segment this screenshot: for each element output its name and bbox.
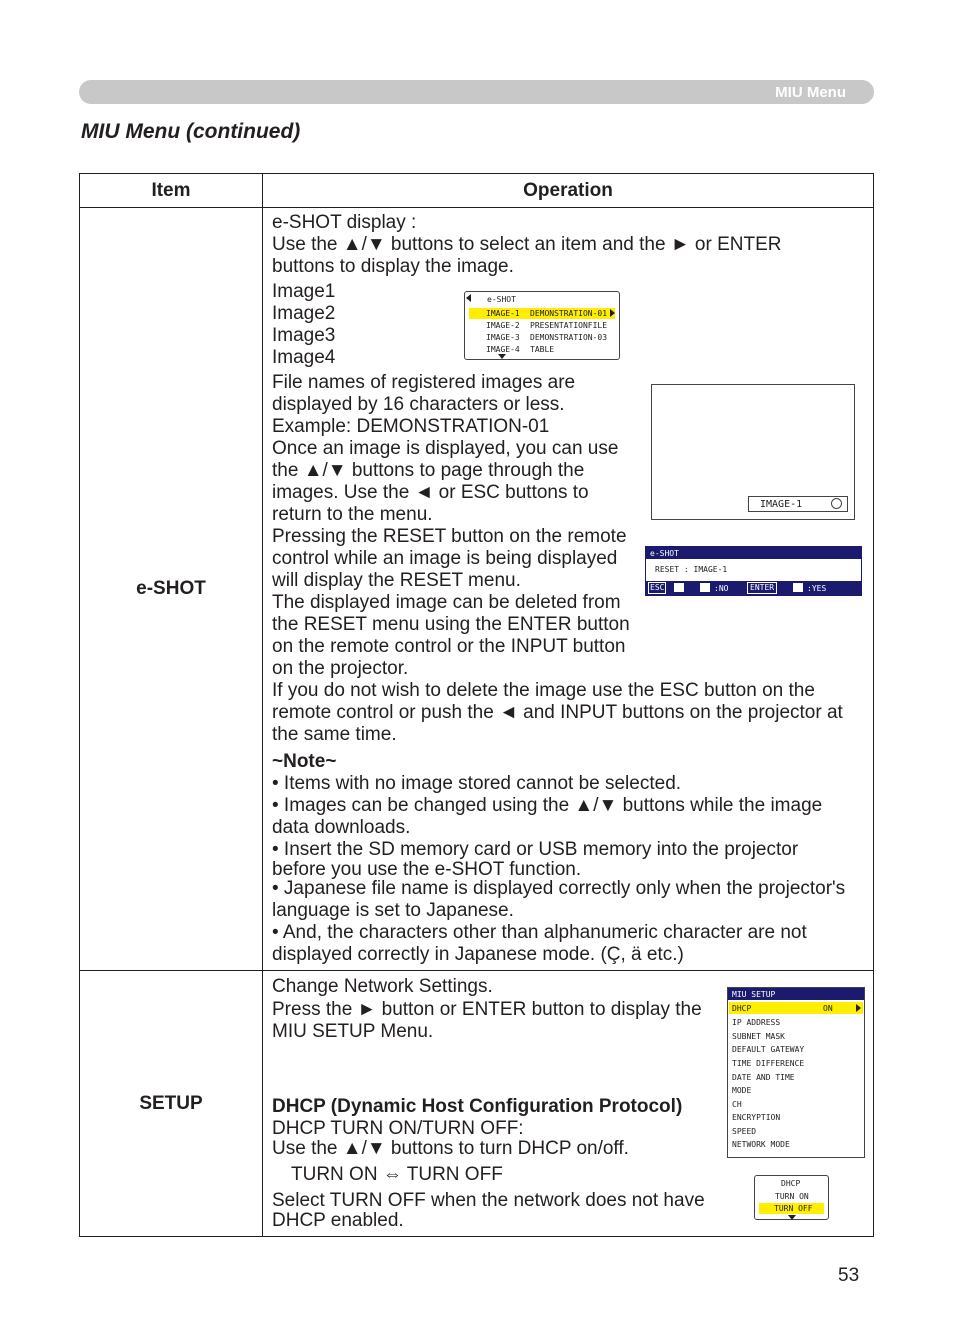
- note-text: data downloads.: [272, 817, 411, 838]
- operation-text: Select TURN OFF when the network does not have: [272, 1190, 705, 1211]
- operation-text: the ▲/▼ buttons to page through the: [272, 460, 585, 481]
- note-text: before you use the e-SHOT function.: [272, 859, 582, 880]
- operation-text: the same time.: [272, 724, 397, 745]
- note-text: displayed correctly in Japanese mode. (Ç, ä etc.): [272, 944, 684, 965]
- row-divider: [80, 970, 873, 971]
- operation-text: images. Use the ◄ or ESC buttons to: [272, 482, 589, 503]
- operation-text: control while an image is being displayed: [272, 548, 618, 569]
- operation-text: Image3: [272, 325, 336, 346]
- osd-setup-item: IP ADDRESS: [732, 1018, 781, 1027]
- osd-eshot-list: [464, 291, 620, 360]
- osd-reset-footer: [646, 581, 861, 595]
- osd-title: e-SHOT: [487, 295, 516, 304]
- operation-text: DHCP TURN ON/TURN OFF:: [272, 1118, 524, 1139]
- osd-title: MIU SETUP: [732, 990, 776, 999]
- osd-option: TURN ON: [775, 1192, 809, 1201]
- osd-miu-setup: [727, 987, 865, 1158]
- column-header-item: Item: [151, 180, 191, 201]
- header-section-label: MIU Menu: [775, 84, 846, 101]
- right-arrow-icon: [856, 1004, 861, 1012]
- operation-text: will display the RESET menu.: [272, 570, 521, 591]
- note-text: • And, the characters other than alphanumeric character are not: [272, 922, 807, 943]
- header-bar: [79, 80, 874, 104]
- item-label-setup: SETUP: [139, 1093, 203, 1114]
- osd-setup-titlebar: [728, 988, 864, 1000]
- operation-text: e-SHOT display :: [272, 212, 417, 233]
- page-number: 53: [838, 1265, 860, 1286]
- osd-key: IMAGE-4: [486, 345, 520, 354]
- operation-text: Image1: [272, 281, 336, 302]
- up-down-icon: [831, 498, 842, 509]
- operation-text: the RESET menu using the ENTER button: [272, 614, 630, 635]
- note-text: • Images can be changed using the ▲/▼ buttons while the image: [272, 795, 823, 816]
- osd-val: TABLE: [530, 345, 555, 354]
- note-text: • Insert the SD memory card or USB memory into the projector: [272, 839, 799, 860]
- osd-selected-row: [759, 1203, 824, 1214]
- operation-text: buttons to display the image.: [272, 256, 514, 277]
- right-key-icon: [793, 583, 803, 592]
- osd-reset-line: RESET : IMAGE-1: [655, 565, 728, 574]
- osd-reset-menu: [645, 546, 862, 596]
- right-key-icon: [700, 583, 710, 592]
- note-title: ~Note~: [272, 751, 337, 772]
- osd-val: DEMONSTRATION-03: [530, 333, 608, 342]
- osd-setup-item: DATE AND TIME: [732, 1073, 795, 1082]
- operation-text: Change Network Settings.: [272, 976, 493, 997]
- down-arrow-icon: [498, 354, 506, 359]
- osd-key: IMAGE-2: [486, 321, 520, 330]
- osd-setup-item: NETWORK MODE: [732, 1140, 790, 1149]
- osd-setup-item: SUBNET MASK: [732, 1032, 785, 1041]
- osd-key: IMAGE-1: [486, 309, 520, 318]
- operation-text: Image4: [272, 347, 336, 368]
- left-key-icon: [674, 583, 684, 592]
- operation-text: Image2: [272, 303, 336, 324]
- osd-image-label: IMAGE-1: [760, 499, 803, 510]
- no-label: :NO: [714, 584, 729, 593]
- operation-text: Pressing the RESET button on the remote: [272, 526, 627, 547]
- osd-setup-item: TIME DIFFERENCE: [732, 1059, 805, 1068]
- osd-key: DHCP: [732, 1004, 752, 1013]
- osd-setup-item: DEFAULT GATEWAY: [732, 1045, 805, 1054]
- enter-key: ENTER: [747, 582, 777, 594]
- esc-key: ESC: [650, 583, 665, 592]
- osd-val: DEMONSTRATION-01: [530, 309, 608, 318]
- header-row-divider: [80, 207, 873, 208]
- operation-text: displayed by 16 characters or less.: [272, 394, 565, 415]
- osd-val: PRESENTATIONFILE: [530, 321, 608, 330]
- operation-text: File names of registered images are: [272, 372, 576, 393]
- yes-label: :YES: [807, 584, 827, 593]
- note-text: language is set to Japanese.: [272, 900, 514, 921]
- osd-image-label-box: [748, 496, 848, 512]
- osd-setup-item: CH: [732, 1100, 742, 1109]
- left-arrow-icon: [466, 294, 471, 302]
- operation-text: TURN ON ⇔ TURN OFF: [291, 1164, 503, 1185]
- right-arrow-icon: [610, 309, 615, 317]
- osd-option: TURN OFF: [774, 1204, 813, 1213]
- operation-text: Once an image is displayed, you can use: [272, 438, 619, 459]
- item-label-eshot: e-SHOT: [136, 578, 206, 599]
- column-divider: [262, 174, 263, 1236]
- operation-text: Press the ► button or ENTER button to display the: [272, 999, 702, 1020]
- operation-text: Use the ▲/▼ buttons to turn DHCP on/off.: [272, 1138, 629, 1159]
- operation-text: MIU SETUP Menu.: [272, 1021, 434, 1042]
- osd-title: e-SHOT: [650, 549, 679, 558]
- note-text: • Japanese file name is displayed correctly only when the projector's: [272, 878, 846, 899]
- osd-title: DHCP: [781, 1179, 801, 1188]
- operation-text: Example: DEMONSTRATION-01: [272, 416, 550, 437]
- osd-image-screen: [651, 384, 855, 520]
- operation-text: If you do not wish to delete the image use the ESC button on the: [272, 680, 815, 701]
- operation-text: on the remote control or the INPUT button: [272, 636, 626, 657]
- operation-text: The displayed image can be deleted from: [272, 592, 621, 613]
- operation-text: Use the ▲/▼ buttons to select an item and the ► or ENTER: [272, 234, 782, 255]
- osd-setup-item: MODE: [732, 1086, 752, 1095]
- operation-text: remote control or push the ◄ and INPUT buttons on the projector at: [272, 702, 843, 723]
- operation-text: DHCP enabled.: [272, 1210, 404, 1231]
- operation-text: return to the menu.: [272, 504, 433, 525]
- osd-val: ON: [823, 1004, 833, 1013]
- osd-selected-row: [729, 1002, 863, 1014]
- osd-dhcp: [754, 1175, 829, 1220]
- down-arrow-icon: [788, 1215, 796, 1220]
- osd-setup-item: SPEED: [732, 1127, 757, 1136]
- osd-setup-item: ENCRYPTION: [732, 1113, 781, 1122]
- osd-key: IMAGE-3: [486, 333, 520, 342]
- dhcp-heading: DHCP (Dynamic Host Configuration Protocol): [272, 1096, 683, 1117]
- operation-text: on the projector.: [272, 658, 409, 679]
- osd-reset-titlebar: [646, 547, 861, 559]
- column-header-operation: Operation: [523, 180, 613, 201]
- page-title: MIU Menu (continued): [81, 120, 301, 143]
- note-text: • Items with no image stored cannot be selected.: [272, 773, 682, 794]
